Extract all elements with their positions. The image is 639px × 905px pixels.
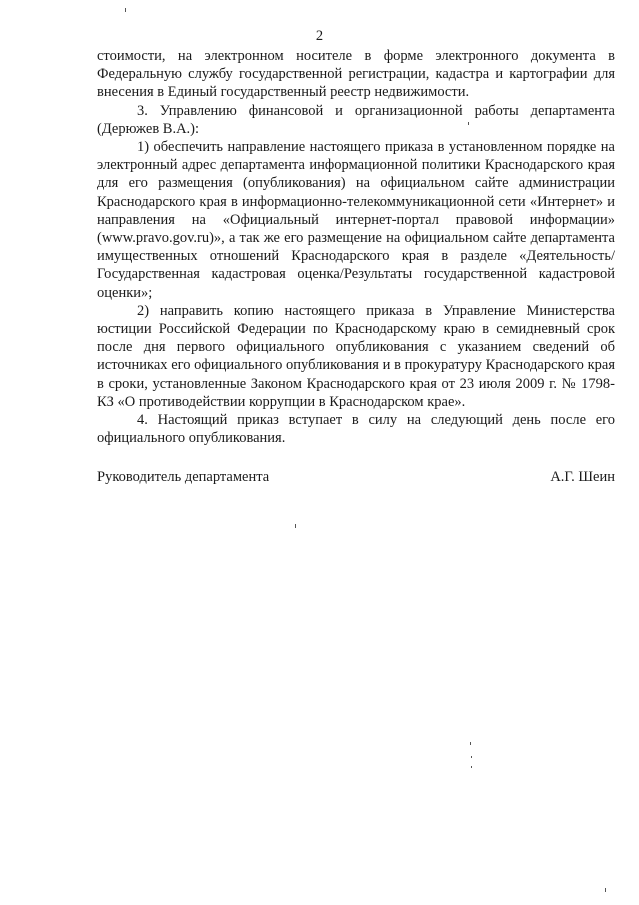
signature-title: Руководитель департамента [97,469,270,485]
page-number: 2 [315,28,324,44]
paragraph-continuation: стоимости, на электронном носителе в форме электронного документа в Федеральную службу государственной регистрации, кадастра и картографии для внесения в Единый государственный реестр недвижимости. [97,48,615,101]
scan-speck [471,756,472,758]
paragraph-subitem-1: 1) обеспечить направление настоящего приказа в установленном порядке на электронный адрес департамента информационной политики Краснодарского края для его размещения (опубликования) на официальном сайте администрации Краснодарского края в информационно-телекоммуникационной сети «Интернет» и направления на «Официальный интернет-портал правовой информации» (www.pravo.gov.ru)», а так же его размещение на официальном сайте департамента имущественных отношений Краснодарского края в разделе «Деятельность/Государственная кадастровая оценка/Результаты государственной кадастровой оценки»; [97,139,615,301]
scan-speck [295,524,296,528]
paragraph-item-3: 3. Управлению финансовой и организационной работы департамента (Дерюжев В.А.): [97,102,615,137]
scan-speck [125,8,126,12]
scan-speck [470,742,471,745]
scan-speck [605,888,606,892]
paragraph-subitem-2: 2) направить копию настоящего приказа в Управление Министерства юстиции Российской Федерации по Краснодарскому краю в семидневный срок после дня первого официального опубликования с указанием сведений об источниках его официального опубликования и в прокуратуру Краснодарского края в сроки, установленные Законом Краснодарского края от 23 июля 2009 г. № 1798-КЗ «О противодействии коррупции в Краснодарском крае». [97,302,615,410]
paragraph-item-4: 4. Настоящий приказ вступает в силу на следующий день после его официального опубликования. [97,412,615,447]
scan-speck [468,122,469,125]
scan-speck [471,766,472,768]
document-body [97,47,615,447]
signature-block [97,468,615,486]
signature-name: А.Г. Шеин [550,469,615,485]
